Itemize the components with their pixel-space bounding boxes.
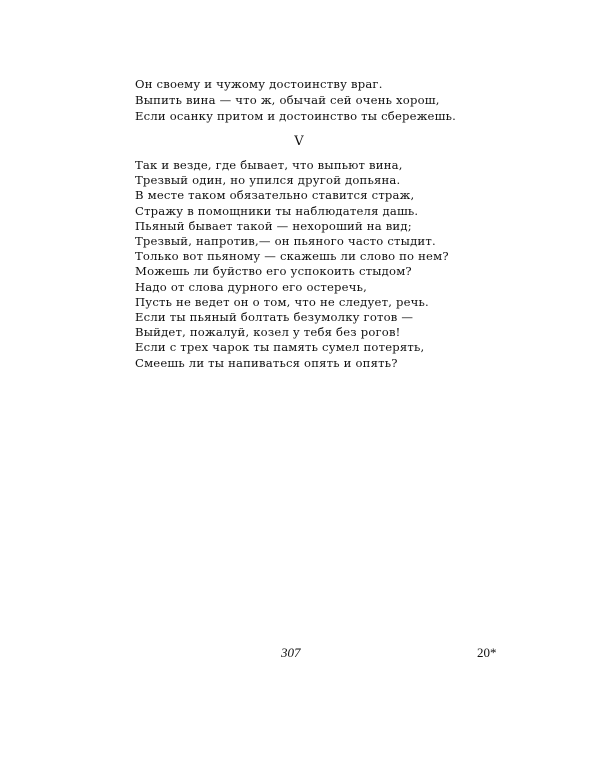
verse-line: Стражу в помощники ты наблюдателя дашь.	[135, 203, 419, 218]
verse-line: Он своему и чужому достоинству враг.	[135, 77, 383, 91]
verse-line: Если ты пьяный болтать безумолку готов —	[135, 310, 414, 325]
verse-line: В месте таком обязательно ставится страж,	[135, 188, 415, 203]
verse-line: Смеешь ли ты напиваться опять и опять?	[135, 355, 398, 370]
verse-line: Выпить вина — что ж, обычай сей очень хорош,	[135, 93, 440, 107]
verse-line: Если осанку притом и достоинство ты сбережешь.	[135, 109, 456, 123]
verse-line: Можешь ли буйство его успокоить стыдом?	[135, 264, 412, 279]
verse-line: Пусть не ведет он о том, что не следует, речь.	[135, 294, 429, 309]
verse-line: Так и везде, где бывает, что выпьют вина,	[135, 158, 403, 172]
section-heading	[0, 134, 600, 149]
stanza-1	[135, 76, 456, 124]
verse-line: Выйдет, пожалуй, козел у тебя без рогов!	[135, 325, 401, 340]
stanza-2	[135, 158, 449, 371]
verse-line: Надо от слова дурного его остеречь,	[135, 279, 367, 294]
verse-line: Только вот пьяному — скажешь ли слово по нем?	[135, 249, 449, 264]
verse-line: Трезвый один, но упился другой допьяна.	[135, 173, 401, 188]
verse-line: Пьяный бывает такой — нехороший на вид;	[135, 218, 412, 233]
verse-line: Трезвый, напротив,— он пьяного часто стыдит.	[135, 234, 436, 249]
page-number: 307	[281, 645, 301, 660]
section-number: V	[294, 134, 304, 149]
signature-mark: 20*	[477, 645, 497, 660]
verse-line: Если с трех чарок ты память сумел потерять,	[135, 340, 425, 355]
